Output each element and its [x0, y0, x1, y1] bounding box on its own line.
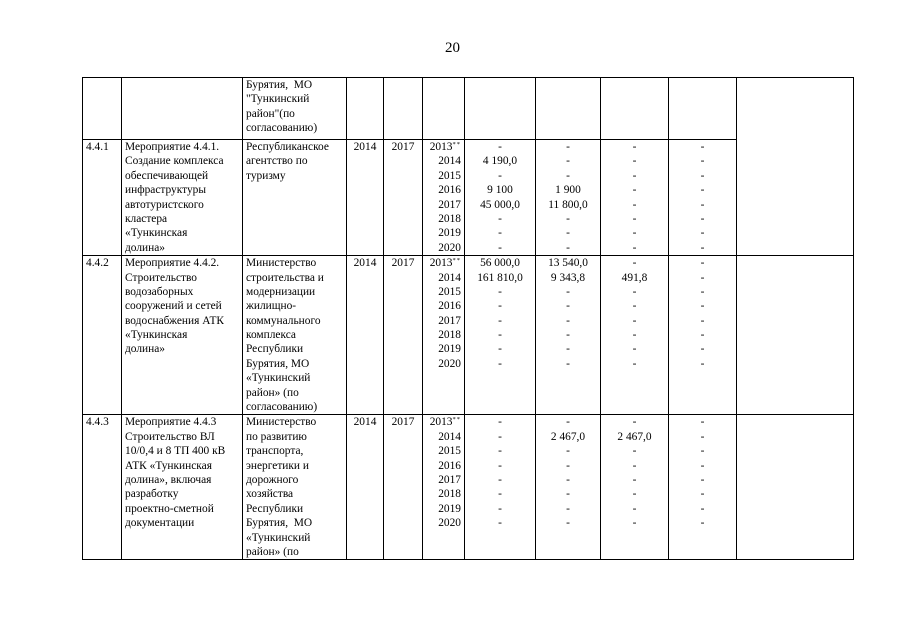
funding-value: -	[632, 459, 637, 472]
funding-value: -	[498, 502, 502, 515]
empty-cell	[601, 78, 669, 140]
activity-code: 4.4.2	[83, 256, 122, 415]
footnote-mark: **	[452, 141, 461, 148]
funding-value: -	[566, 502, 570, 515]
start-year: 2014	[347, 140, 384, 256]
year-value: 2016	[438, 184, 461, 197]
funding-value: -	[632, 155, 637, 168]
empty-cell	[423, 78, 465, 140]
funding-value: -	[498, 488, 502, 501]
funding-value: -	[566, 141, 570, 153]
funding-col-a	[465, 415, 536, 560]
activity-name-line: «Тункинская	[125, 227, 188, 240]
year-value: 2015	[438, 445, 461, 458]
funding-col-d	[669, 256, 737, 415]
funding-col-b	[536, 256, 601, 415]
funding-value: 1 900	[555, 184, 581, 197]
activity-name	[122, 256, 243, 415]
funding-value: -	[566, 314, 570, 327]
funding-value: -	[566, 212, 570, 225]
funding-value: -	[632, 184, 637, 197]
year-value: 2019	[438, 227, 461, 240]
funding-value: -	[632, 227, 637, 240]
funding-value: 4 190,0	[482, 155, 518, 168]
empty-cell	[465, 78, 536, 140]
funding-value: -	[498, 416, 502, 429]
funding-value: -	[566, 416, 570, 429]
funding-col-d	[669, 415, 737, 560]
funding-value: 161 810,0	[477, 271, 523, 284]
funding-value: -	[566, 517, 570, 530]
funding-value: -	[700, 430, 705, 443]
funding-value: -	[700, 241, 705, 254]
funding-value: 11 800,0	[548, 198, 588, 211]
funding-value: -	[632, 517, 637, 530]
activity-name-line: Строительство	[125, 271, 197, 284]
agency-line: Республиканское	[246, 141, 329, 153]
agency-line: транспорта,	[246, 445, 304, 458]
activity-name	[122, 140, 243, 256]
funding-value: -	[632, 198, 637, 211]
funding-value: -	[632, 488, 637, 501]
agency-cell	[243, 78, 347, 140]
activity-name-line: Строительство ВЛ	[125, 430, 215, 443]
activity-name-line: документации	[125, 517, 195, 530]
agency-line: строительства и	[246, 271, 324, 284]
continuation-row	[83, 78, 854, 140]
funding-col-c	[601, 140, 669, 256]
funding-value: 56 000,0	[480, 257, 520, 270]
year-value: 2017	[438, 473, 461, 486]
activity-name-line: сооружений и сетей	[125, 300, 222, 313]
responsible-agency	[243, 256, 347, 415]
activity-name-line: Создание комплекса	[125, 155, 224, 168]
activity-name-line: кластера	[125, 212, 168, 225]
funding-col-a	[465, 140, 536, 256]
activity-name-line: 10/0,4 и 8 ТП 400 кВ	[125, 445, 226, 458]
funding-value: -	[700, 300, 705, 313]
funding-value: 491,8	[621, 271, 648, 284]
empty-cell	[122, 78, 243, 140]
funding-value: -	[700, 445, 705, 458]
empty-cell	[384, 78, 423, 140]
funding-value: -	[700, 257, 705, 270]
funding-col-c	[601, 415, 669, 560]
empty-cell	[83, 78, 122, 140]
funding-value: -	[498, 300, 502, 313]
agency-line: дорожного	[246, 473, 299, 486]
empty-cell	[669, 78, 737, 140]
funding-value: -	[700, 343, 705, 356]
year-value: 2020	[438, 241, 461, 254]
funding-value: -	[566, 227, 570, 240]
funding-value: -	[632, 343, 637, 356]
end-year: 2017	[384, 415, 423, 560]
footnote-mark: **	[452, 257, 461, 265]
funding-value: 45 000,0	[480, 198, 520, 211]
funding-value: -	[632, 329, 637, 342]
empty-cell	[536, 78, 601, 140]
year-value: 2014	[438, 155, 461, 168]
agency-line: «Тункинский	[246, 372, 311, 385]
year-breakdown	[423, 256, 465, 415]
agency-line: "Тункинский	[246, 93, 310, 106]
empty-cell	[347, 78, 384, 140]
activity-name-line: автотуристского	[125, 198, 204, 211]
activity-code: 4.4.1	[83, 140, 122, 256]
funding-value: -	[566, 241, 570, 254]
funding-value: -	[632, 212, 637, 225]
funding-value: -	[632, 445, 637, 458]
funding-value: 9 100	[487, 184, 513, 197]
year-value: 2013**	[429, 416, 461, 429]
agency-line: Республики	[246, 502, 304, 515]
funding-value: -	[566, 329, 570, 342]
funding-value: 2 467,0	[550, 430, 586, 443]
year-breakdown	[423, 140, 465, 256]
funding-value: -	[700, 502, 705, 515]
agency-line: хозяйства	[246, 488, 294, 501]
funding-value: -	[566, 473, 570, 486]
funding-value: -	[566, 445, 570, 458]
agency-line: согласованию)	[246, 401, 318, 414]
funding-col-b	[536, 415, 601, 560]
last-column-cell	[737, 78, 854, 256]
funding-value: -	[632, 357, 637, 370]
funding-value: -	[498, 241, 502, 254]
funding-value: -	[700, 314, 705, 327]
activity-name-line: Мероприятие 4.4.1.	[125, 141, 220, 153]
funding-value: -	[632, 300, 637, 313]
funding-value: -	[498, 329, 502, 342]
activity-row	[83, 256, 854, 415]
funding-value: -	[700, 517, 705, 530]
year-value: 2016	[438, 459, 461, 472]
activity-name-line: водозаборных	[125, 285, 194, 298]
agency-line: Министерство	[246, 257, 317, 270]
funding-value: -	[566, 300, 570, 313]
funding-value: 9 343,8	[550, 271, 586, 284]
activity-name-line: долина», включая	[125, 473, 212, 486]
funding-col-d	[669, 140, 737, 256]
year-value: 2014	[438, 271, 461, 284]
funding-value: -	[700, 473, 705, 486]
agency-line: район» (по	[246, 386, 299, 399]
funding-value: -	[700, 459, 705, 472]
funding-value: -	[566, 488, 570, 501]
year-value: 2019	[438, 343, 461, 356]
year-value: 2018	[438, 488, 461, 501]
funding-value: -	[632, 141, 637, 153]
funding-value: 2 467,0	[617, 430, 652, 443]
funding-value: -	[632, 285, 637, 298]
funding-value: -	[566, 343, 570, 356]
activity-name-line: проектно-сметной	[125, 502, 214, 515]
funding-col-a	[465, 256, 536, 415]
agency-line: Бурятия, МО	[246, 517, 313, 530]
funding-value: -	[498, 227, 502, 240]
activity-name-line: водоснабжения АТК	[125, 314, 224, 327]
funding-value: -	[498, 473, 502, 486]
agency-line: Бурятия, МО	[246, 79, 313, 91]
funding-value: -	[498, 141, 502, 153]
activity-name	[122, 415, 243, 560]
activity-row	[83, 415, 854, 560]
funding-value: -	[700, 357, 705, 370]
page-number: 20	[445, 40, 460, 56]
funding-value: -	[632, 416, 637, 429]
funding-value: -	[700, 416, 705, 429]
year-value: 2013**	[429, 257, 461, 270]
funding-value: -	[566, 357, 570, 370]
agency-line: модернизации	[246, 285, 316, 298]
activity-name-line: Мероприятие 4.4.2.	[125, 257, 220, 270]
funding-value: -	[632, 502, 637, 515]
agency-line: жилищно-	[246, 300, 297, 313]
agency-line: «Тункинский	[246, 531, 311, 544]
agency-line: коммунального	[246, 314, 321, 327]
funding-col-c	[601, 256, 669, 415]
agency-line: агентство по	[246, 155, 308, 168]
agency-line: Бурятия, МО	[246, 357, 310, 370]
agency-line: энергетики и	[246, 459, 309, 472]
funding-value: -	[700, 198, 705, 211]
funding-value: -	[498, 285, 502, 298]
activity-name-line: долина»	[125, 343, 165, 356]
funding-value: -	[632, 241, 637, 254]
funding-value: -	[498, 343, 502, 356]
funding-value: -	[700, 329, 705, 342]
budget-table	[82, 77, 854, 560]
funding-value: -	[700, 488, 705, 501]
funding-value: -	[700, 212, 705, 225]
agency-line: Министерство	[246, 416, 317, 429]
agency-line: район"(по	[246, 107, 295, 120]
agency-line: туризму	[246, 169, 286, 182]
agency-line: район» (по	[246, 545, 299, 558]
year-breakdown	[423, 415, 465, 560]
year-value: 2015	[438, 169, 461, 182]
footnote-mark: **	[452, 416, 461, 424]
funding-value: -	[498, 169, 502, 182]
end-year: 2017	[384, 140, 423, 256]
activity-name-line: Мероприятие 4.4.3	[125, 416, 217, 429]
year-value: 2017	[438, 198, 461, 211]
funding-value: -	[498, 459, 502, 472]
activity-name-line: разработку	[125, 488, 179, 501]
last-column-cell	[737, 415, 854, 560]
agency-line: комплекса	[246, 329, 296, 342]
funding-value: -	[632, 169, 637, 182]
responsible-agency	[243, 140, 347, 256]
year-value: 2020	[438, 517, 461, 530]
funding-value: -	[700, 141, 705, 153]
activity-name-line: обеспечивающей	[125, 169, 209, 182]
start-year: 2014	[347, 256, 384, 415]
funding-value: -	[566, 285, 570, 298]
year-value: 2015	[438, 285, 461, 298]
responsible-agency	[243, 415, 347, 560]
activity-name-line: долина»	[125, 241, 165, 254]
year-value: 2016	[438, 300, 461, 313]
year-value: 2020	[438, 357, 461, 370]
funding-value: -	[566, 169, 570, 182]
agency-line: Республики	[246, 343, 304, 356]
funding-value: -	[566, 155, 570, 168]
agency-line: по развитию	[246, 430, 307, 443]
funding-value: -	[498, 357, 502, 370]
funding-value: -	[700, 227, 705, 240]
funding-value: 13 540,0	[548, 257, 588, 270]
funding-value: -	[498, 430, 502, 443]
activity-code: 4.4.3	[83, 415, 122, 560]
activity-name-line: инфраструктуры	[125, 184, 206, 197]
funding-value: -	[700, 285, 705, 298]
last-column-cell	[737, 256, 854, 415]
activity-name-line: АТК «Тункинская	[125, 459, 212, 472]
end-year: 2017	[384, 256, 423, 415]
funding-value: -	[632, 473, 637, 486]
funding-value: -	[566, 459, 570, 472]
funding-value: -	[498, 212, 502, 225]
year-value: 2018	[438, 329, 461, 342]
start-year: 2014	[347, 415, 384, 560]
year-value: 2019	[438, 502, 461, 515]
activity-name-line: «Тункинская	[125, 329, 188, 342]
funding-value: -	[700, 155, 705, 168]
funding-value: -	[700, 184, 705, 197]
year-value: 2013**	[429, 141, 461, 153]
agency-line: согласованию)	[246, 122, 318, 135]
funding-value: -	[700, 169, 705, 182]
funding-value: -	[632, 314, 637, 327]
year-value: 2014	[438, 430, 461, 443]
year-value: 2018	[438, 212, 461, 225]
funding-value: -	[498, 445, 502, 458]
funding-value: -	[700, 271, 705, 284]
funding-col-b	[536, 140, 601, 256]
funding-value: -	[632, 257, 637, 270]
year-value: 2017	[438, 314, 461, 327]
funding-value: -	[498, 314, 502, 327]
funding-value: -	[498, 517, 502, 530]
